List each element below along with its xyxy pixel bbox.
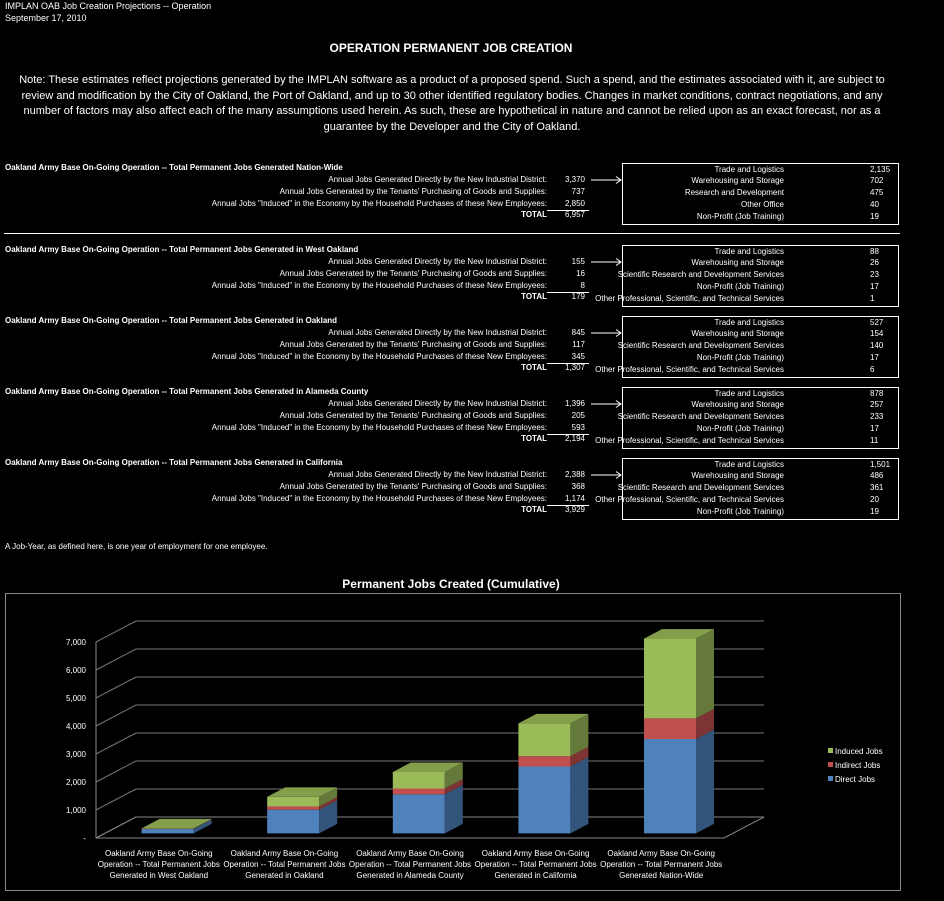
disclaimer-note: Note: These estimates reflect projections generated by the IMPLAN software as a product of a proposed spend. Such a spend, and the estimates associated with it, are subject to review and modification by the City of Oakland, the Port of Oakland, and up to 30 other identified regulatory bodies. Changes in market conditions, contract negotiations, and any number of factors may also affect each of the many assumptions used herein. As such, these are hypothetical in nature and cannot be relied upon as an exact forecast, nor as a guarantee by the Developer and the City of Oakland. xyxy=(19,74,885,133)
row-label-indirect: Annual Jobs Generated by the Tenants' Purchasing of Goods and Supplies: xyxy=(279,481,547,491)
industry-name: Non-Profit (Job Training) xyxy=(696,211,784,221)
y-tick-label: 6,000 xyxy=(65,666,86,675)
breakdown-row xyxy=(623,329,900,341)
row-label-induced: Annual Jobs "Induced" in the Economy by the Household Purchases of these New Employees: xyxy=(211,198,547,208)
industry-value: 19 xyxy=(870,211,879,221)
x-tick-label: Operation -- Total Permanent Jobs xyxy=(223,860,346,869)
row-value-indirect: 16 xyxy=(576,268,585,278)
industry-value: 527 xyxy=(870,317,884,327)
industry-name: Warehousing and Storage xyxy=(691,329,784,339)
total-underline xyxy=(547,363,589,364)
industry-name: Non-Profit (Job Training) xyxy=(696,423,784,433)
breakdown-row xyxy=(623,389,900,401)
row-value-indirect: 117 xyxy=(572,339,585,349)
industry-value: 11 xyxy=(870,435,879,445)
section-title: Oakland Army Base On-Going Operation -- Total Permanent Jobs Generated in Oakland xyxy=(5,316,338,325)
industry-name: Non-Profit (Job Training) xyxy=(696,281,784,291)
legend-swatch xyxy=(828,776,833,781)
breakdown-row xyxy=(623,212,900,224)
row-label-induced: Annual Jobs "Induced" in the Economy by the Household Purchases of these New Employees: xyxy=(211,493,547,503)
breakdown-row xyxy=(617,270,900,282)
breakdown-row xyxy=(617,483,900,495)
bar-front xyxy=(518,767,570,834)
breakdown-row xyxy=(595,364,900,377)
industry-name: Other Office xyxy=(741,199,784,209)
breakdown-row xyxy=(623,424,900,436)
bar-front xyxy=(644,739,696,833)
grid-line-side xyxy=(96,677,136,698)
row-label-total: TOTAL xyxy=(521,292,547,302)
x-tick-label: Oakland Army Base On-Going xyxy=(230,849,339,858)
industry-value: 878 xyxy=(870,388,884,398)
x-tick-label: Generated in Oakland xyxy=(245,871,324,880)
industry-name: Scientific Research and Development Services xyxy=(617,483,784,493)
row-value-total: 2,194 xyxy=(564,434,585,444)
y-tick-label: - xyxy=(83,834,86,843)
industry-breakdown-box xyxy=(595,387,899,449)
total-underline xyxy=(547,434,589,435)
row-label-direct: Annual Jobs Generated Directly by the New Industrial District: xyxy=(328,257,547,266)
industry-value: 2,135 xyxy=(870,164,891,174)
row-value-indirect: 205 xyxy=(571,410,585,420)
bar-side xyxy=(570,757,588,833)
y-tick-label: 1,000 xyxy=(65,806,86,815)
row-value-direct: 155 xyxy=(571,257,585,266)
bar-front xyxy=(644,718,696,739)
row-value-indirect: 737 xyxy=(571,186,585,196)
total-underline xyxy=(547,210,589,211)
y-tick-label: 2,000 xyxy=(65,778,86,787)
breakdown-row xyxy=(617,412,900,424)
industry-name: Trade and Logistics xyxy=(714,388,784,398)
row-value-total: 6,957 xyxy=(564,210,585,220)
row-value-total: 3,929 xyxy=(564,505,585,515)
bar-front xyxy=(267,810,319,834)
breakdown-row xyxy=(623,258,900,270)
grid-line-side xyxy=(96,733,136,754)
breakdown-row xyxy=(623,507,900,519)
arrow-right-icon xyxy=(591,400,622,408)
industry-value: 361 xyxy=(870,483,884,493)
breakdown-row xyxy=(595,293,900,306)
y-tick-label: 3,000 xyxy=(65,750,86,759)
bar-front xyxy=(267,806,319,809)
row-value-direct: 1,396 xyxy=(564,399,585,408)
industry-name: Non-Profit (Job Training) xyxy=(696,352,784,362)
industry-breakdown-box xyxy=(595,316,899,378)
bar-front xyxy=(393,789,445,795)
section-divider xyxy=(4,233,900,234)
row-label-direct: Annual Jobs Generated Directly by the New Industrial District: xyxy=(328,175,547,184)
breakdown-row xyxy=(623,282,900,294)
total-underline xyxy=(547,292,589,293)
total-underline xyxy=(547,505,589,506)
grid-line-side xyxy=(96,761,136,782)
footnote: A Job-Year, as defined here, is one year of employment for one employee. xyxy=(5,542,268,551)
x-tick-label: Operation -- Total Permanent Jobs xyxy=(97,860,220,869)
industry-value: 23 xyxy=(870,270,879,280)
row-value-induced: 593 xyxy=(571,422,585,432)
x-tick-label: Oakland Army Base On-Going xyxy=(607,849,716,858)
section-title: Oakland Army Base On-Going Operation -- Total Permanent Jobs Generated Nation-Wide xyxy=(5,163,343,172)
row-value-induced: 345 xyxy=(571,351,585,361)
bar-front xyxy=(644,639,696,719)
x-tick-label: Generated Nation-Wide xyxy=(619,871,704,880)
industry-name: Other Professional, Scientific, and Technical Services xyxy=(595,435,784,445)
bar-front xyxy=(142,829,194,833)
bar-front xyxy=(518,756,570,766)
industry-value: 26 xyxy=(870,258,879,268)
row-value-induced: 1,174 xyxy=(564,493,585,503)
section-title: Oakland Army Base On-Going Operation -- Total Permanent Jobs Generated in West Oakland xyxy=(5,245,359,254)
industry-name: Trade and Logistics xyxy=(714,317,784,327)
bar-front xyxy=(518,723,570,756)
legend-swatch xyxy=(828,762,833,767)
y-tick-label: 5,000 xyxy=(65,694,86,703)
industry-value: 1,501 xyxy=(870,459,891,469)
report-header-date: September 17, 2010 xyxy=(5,13,87,23)
industry-value: 257 xyxy=(870,400,884,410)
row-value-indirect: 368 xyxy=(571,481,585,491)
y-tick-label: 4,000 xyxy=(65,722,86,731)
grid-line-side xyxy=(96,649,136,670)
row-label-total: TOTAL xyxy=(521,363,547,373)
x-tick-label: Operation -- Total Permanent Jobs xyxy=(600,860,723,869)
industry-name: Warehousing and Storage xyxy=(691,258,784,268)
row-label-indirect: Annual Jobs Generated by the Tenants' Purchasing of Goods and Supplies: xyxy=(279,268,547,278)
breakdown-row xyxy=(623,200,900,212)
bar-front xyxy=(393,772,445,789)
page-title: OPERATION PERMANENT JOB CREATION xyxy=(329,41,573,55)
industry-name: Trade and Logistics xyxy=(714,459,784,469)
x-tick-label: Generated in Alameda County xyxy=(356,871,464,880)
row-label-induced: Annual Jobs "Induced" in the Economy by the Household Purchases of these New Employees: xyxy=(211,422,547,432)
arrow-right-icon xyxy=(591,471,622,479)
industry-value: 702 xyxy=(870,176,884,186)
row-label-total: TOTAL xyxy=(521,210,547,220)
row-label-induced: Annual Jobs "Induced" in the Economy by the Household Purchases of these New Employees: xyxy=(211,280,547,290)
breakdown-row xyxy=(623,247,900,259)
breakdown-row xyxy=(623,176,900,188)
legend-label: Indirect Jobs xyxy=(835,761,881,770)
x-tick-label: Operation -- Total Permanent Jobs xyxy=(474,860,597,869)
industry-name: Scientific Research and Development Services xyxy=(617,270,784,280)
industry-value: 140 xyxy=(870,341,884,351)
row-value-direct: 2,388 xyxy=(564,470,585,479)
x-tick-label: Oakland Army Base On-Going xyxy=(104,849,213,858)
row-label-total: TOTAL xyxy=(521,434,547,444)
industry-breakdown-box xyxy=(595,245,899,307)
industry-value: 154 xyxy=(870,329,884,339)
industry-value: 19 xyxy=(870,506,879,516)
x-tick-label: Generated in California xyxy=(494,871,577,880)
industry-name: Other Professional, Scientific, and Technical Services xyxy=(595,293,784,303)
industry-value: 20 xyxy=(870,494,879,504)
industry-name: Non-Profit (Job Training) xyxy=(696,506,784,516)
industry-value: 17 xyxy=(870,281,879,291)
industry-name: Warehousing and Storage xyxy=(691,176,784,186)
row-label-induced: Annual Jobs "Induced" in the Economy by the Household Purchases of these New Employees: xyxy=(211,351,547,361)
industry-name: Research and Development xyxy=(684,188,784,198)
chart-frame xyxy=(5,593,901,891)
legend-label: Induced Jobs xyxy=(835,747,883,756)
x-tick-label: Operation -- Total Permanent Jobs xyxy=(348,860,472,869)
row-value-direct: 3,370 xyxy=(564,175,585,184)
legend-label: Direct Jobs xyxy=(835,775,876,784)
section-title: Oakland Army Base On-Going Operation -- Total Permanent Jobs Generated in California xyxy=(5,458,343,467)
chart-title: Permanent Jobs Created (Cumulative) xyxy=(342,577,560,591)
industry-breakdown-box xyxy=(595,458,899,520)
industry-breakdown-box xyxy=(622,163,899,225)
industry-name: Scientific Research and Development Services xyxy=(617,412,784,422)
row-value-induced: 8 xyxy=(580,280,585,290)
bar-side xyxy=(696,629,714,718)
breakdown-row xyxy=(623,471,900,483)
breakdown-row xyxy=(623,460,900,472)
industry-name: Scientific Research and Development Services xyxy=(617,341,784,351)
report-header-title: IMPLAN OAB Job Creation Projections -- Operation xyxy=(5,1,212,11)
section-title: Oakland Army Base On-Going Operation -- Total Permanent Jobs Generated in Alameda County xyxy=(5,387,369,396)
permanent-jobs-chart xyxy=(6,594,900,890)
breakdown-row xyxy=(623,353,900,365)
industry-value: 475 xyxy=(870,188,884,198)
row-label-indirect: Annual Jobs Generated by the Tenants' Purchasing of Goods and Supplies: xyxy=(279,410,547,420)
row-label-indirect: Annual Jobs Generated by the Tenants' Purchasing of Goods and Supplies: xyxy=(279,186,547,196)
industry-value: 6 xyxy=(870,364,875,374)
breakdown-row xyxy=(623,318,900,330)
row-label-total: TOTAL xyxy=(521,505,547,515)
industry-name: Warehousing and Storage xyxy=(691,400,784,410)
arrow-right-icon xyxy=(591,258,622,266)
x-tick-label: Oakland Army Base On-Going xyxy=(481,849,590,858)
breakdown-row xyxy=(617,341,900,353)
row-label-direct: Annual Jobs Generated Directly by the New Industrial District: xyxy=(328,470,547,479)
industry-value: 233 xyxy=(870,412,884,422)
bar-front xyxy=(393,794,445,833)
industry-value: 40 xyxy=(870,199,879,209)
row-value-induced: 2,850 xyxy=(564,198,585,208)
row-value-total: 1,307 xyxy=(564,363,585,373)
row-value-direct: 845 xyxy=(571,328,585,337)
legend-swatch xyxy=(828,748,833,753)
arrow-right-icon xyxy=(591,329,622,337)
grid-line-side xyxy=(96,789,136,810)
row-value-total: 179 xyxy=(571,292,585,302)
y-tick-label: 7,000 xyxy=(65,638,86,647)
grid-line-side xyxy=(96,621,136,642)
arrow-right-icon xyxy=(591,176,622,184)
industry-name: Trade and Logistics xyxy=(714,246,784,256)
breakdown-row xyxy=(623,400,900,412)
x-tick-label: Oakland Army Base On-Going xyxy=(356,849,464,858)
industry-name: Other Professional, Scientific, and Technical Services xyxy=(595,494,784,504)
breakdown-row xyxy=(595,494,900,507)
industry-value: 17 xyxy=(870,423,879,433)
breakdown-row xyxy=(623,165,900,177)
row-label-indirect: Annual Jobs Generated by the Tenants' Purchasing of Goods and Supplies: xyxy=(279,339,547,349)
bar-side xyxy=(696,730,714,834)
x-tick-label: Generated in West Oakland xyxy=(109,871,209,880)
breakdown-row xyxy=(595,435,900,448)
industry-name: Trade and Logistics xyxy=(714,164,784,174)
grid-line-side xyxy=(96,705,136,726)
row-label-direct: Annual Jobs Generated Directly by the New Industrial District: xyxy=(328,328,547,337)
industry-name: Other Professional, Scientific, and Technical Services xyxy=(595,364,784,374)
industry-value: 88 xyxy=(870,246,879,256)
bar-front xyxy=(267,797,319,807)
industry-value: 1 xyxy=(870,293,875,303)
breakdown-row xyxy=(623,188,900,200)
industry-value: 17 xyxy=(870,352,879,362)
row-label-direct: Annual Jobs Generated Directly by the New Industrial District: xyxy=(328,399,547,408)
industry-value: 486 xyxy=(870,471,884,481)
industry-name: Warehousing and Storage xyxy=(691,471,784,481)
